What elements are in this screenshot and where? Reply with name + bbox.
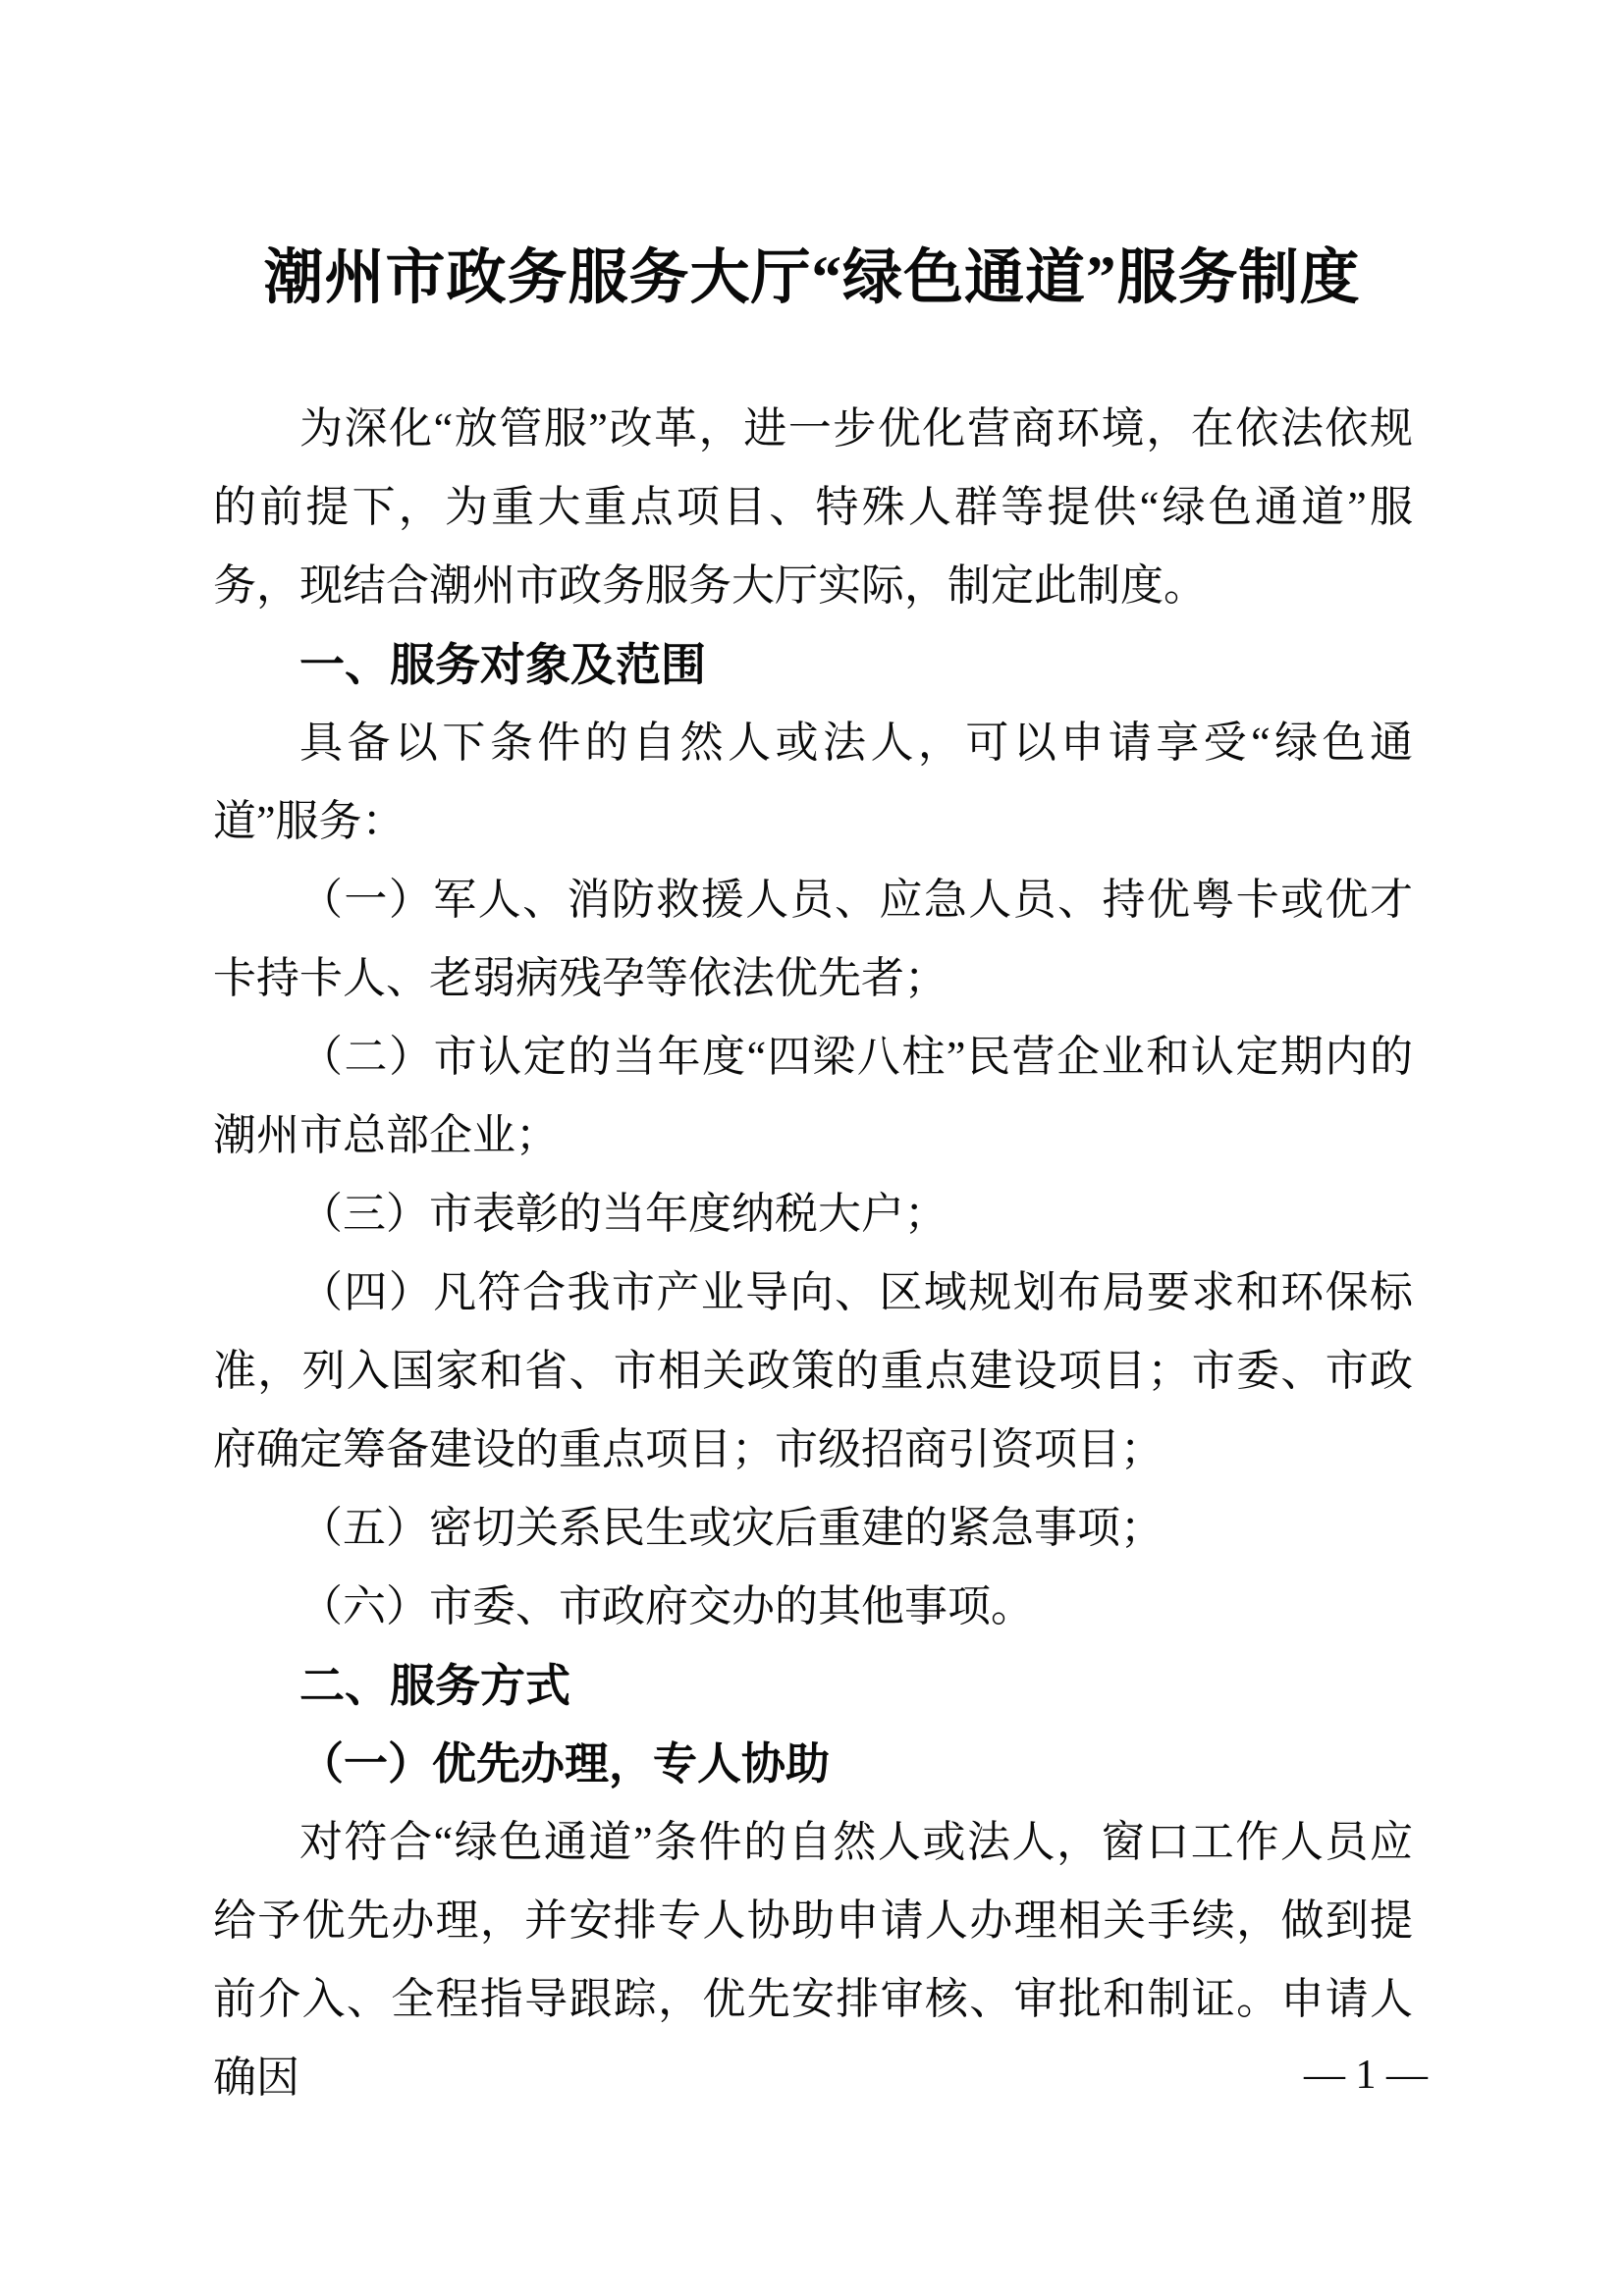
service-mode-paragraph: 对符合“绿色通道”条件的自然人或法人，窗口工作人员应给予优先办理，并安排专人协助申请人办理相关手续，做到提前介入、全程指导跟踪，优先安排审核、审批和制证。申请人确因 — [213, 1818, 1413, 2102]
document-body — [213, 390, 1413, 2117]
scope-item-6: （六）市委、市政府交办的其他事项。 — [299, 1582, 1034, 1630]
section-heading-2: 二、服务方式 — [299, 1660, 570, 1711]
document-title: 潮州市政务服务大厅“绿色通道”服务制度 — [263, 245, 1361, 311]
page-number: — 1 — — [1304, 2053, 1428, 2098]
scope-item-1: （一）军人、消防救援人员、应急人员、持优粤卡或优才卡持卡人、老弱病残孕等依法优先者； — [213, 876, 1413, 1002]
intro-paragraph: 为深化“放管服”改革，进一步优化营商环境，在依法依规的前提下，为重大重点项目、特殊人群等提供“绿色通道”服务，现结合潮州市政务服务大厅实际，制定此制度。 — [213, 404, 1413, 610]
scope-item-3: （三）市表彰的当年度纳税大户； — [299, 1190, 947, 1238]
scope-item-2: （二）市认定的当年度“四梁八柱”民营企业和认定期内的潮州市总部企业； — [213, 1033, 1413, 1159]
scope-item-5: （五）密切关系民生或灾后重建的紧急事项； — [299, 1504, 1164, 1552]
section-heading-1: 一、服务对象及范围 — [299, 639, 706, 690]
subsection-heading-1: （一）优先办理，专人协助 — [299, 1739, 831, 1789]
scope-item-4: （四）凡符合我市产业导向、区域规划布局要求和环保标准，列入国家和省、市相关政策的重点建设项目；市委、市政府确定筹备建设的重点项目；市级招商引资项目； — [213, 1268, 1413, 1473]
scope-lead-paragraph: 具备以下条件的自然人或法人，可以申请享受“绿色通道”服务： — [213, 719, 1413, 845]
